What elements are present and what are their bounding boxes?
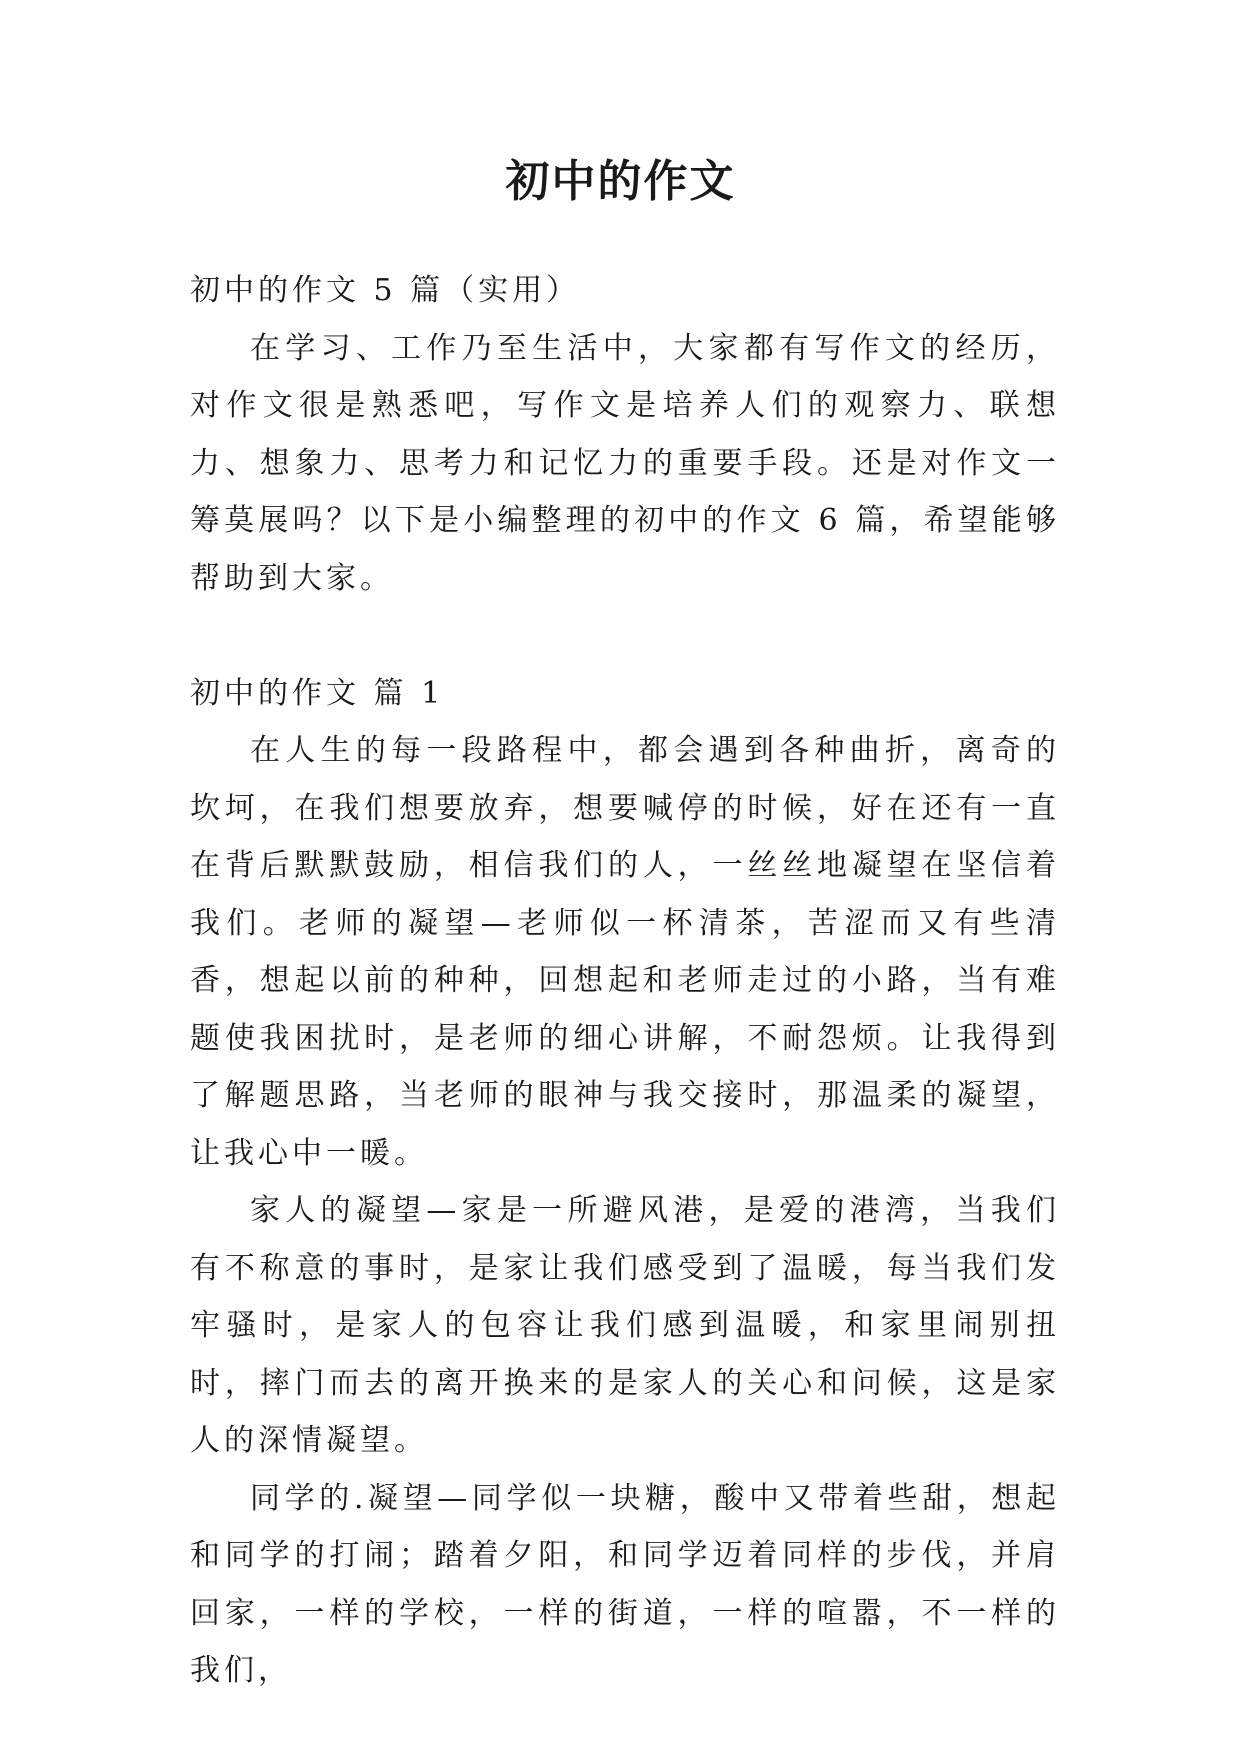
section-spacer [190,607,1060,665]
body-paragraph-3: 同学的.凝望—同学似一块糖，酸中又带着些甜，想起和同学的打闹；踏着夕阳，和同学迈着同样的步伐，并肩回家，一样的学校，一样的街道，一样的喧嚣，不一样的我们， [190,1480,1060,1688]
document-body [190,262,1060,1700]
section-heading: 初中的作文 篇 1 [190,675,445,711]
body-paragraph-1: 在人生的每一段路程中，都会遇到各种曲折，离奇的坎坷，在我们想要放弃，想要喊停的时候，好在还有一直在背后默默鼓励，相信我们的人，一丝丝地凝望在坚信着我们。老师的凝望—老师似一杯清茶，苦涩而又有些清香，想起以前的种种，回想起和老师走过的小路，当有难题使我困扰时，是老师的细心讲解，不耐怨烦。让我得到了解题思路，当老师的眼神与我交接时，那温柔的凝望，让我心中一暖。 [190,733,1060,1171]
document-title: 初中的作文 [505,156,736,207]
document-subtitle: 初中的作文 5 篇（实用） [190,273,581,308]
intro-paragraph: 在学习、工作乃至生活中，大家都有写作文的经历，对作文很是熟悉吧，写作文是培养人们的观察力、联想力、想象力、思考力和记忆力的重要手段。还是对作文一筹莫展吗？以下是小编整理的初中的作文 6 篇，希望能够帮助到大家。 [190,330,1060,596]
body-paragraph-2: 家人的凝望—家是一所避风港，是爱的港湾，当我们有不称意的事时，是家让我们感受到了温暖，每当我们发牢骚时，是家人的包容让我们感到温暖，和家里闹别扭时，摔门而去的离开换来的是家人的关心和问候，这是家人的深情凝望。 [190,1193,1060,1458]
